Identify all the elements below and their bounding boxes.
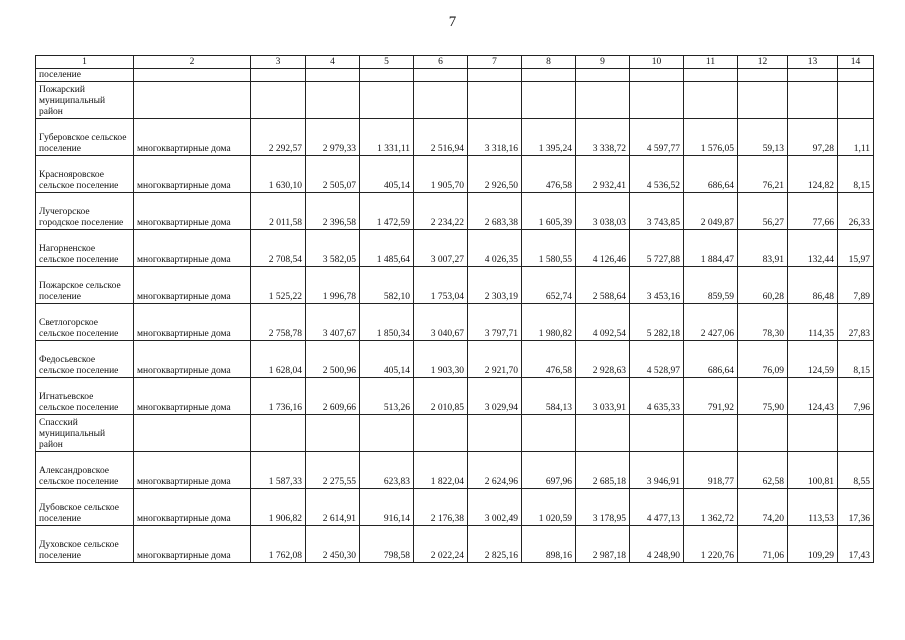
settlement-name: Дубовское сельское поселение bbox=[36, 489, 134, 526]
housing-type: многоквартирные дома bbox=[134, 489, 251, 526]
value-cell: 2 234,22 bbox=[414, 193, 468, 230]
value-cell bbox=[468, 415, 522, 452]
value-cell: 2 609,66 bbox=[306, 378, 360, 415]
value-cell: 3 453,16 bbox=[630, 267, 684, 304]
value-cell: 2 505,07 bbox=[306, 156, 360, 193]
value-cell: 859,59 bbox=[684, 267, 738, 304]
value-cell bbox=[414, 69, 468, 82]
value-cell bbox=[306, 415, 360, 452]
value-cell: 1 580,55 bbox=[522, 230, 576, 267]
value-cell: 124,43 bbox=[788, 378, 838, 415]
value-cell: 2 932,41 bbox=[576, 156, 630, 193]
table-row bbox=[36, 526, 874, 563]
table-row bbox=[36, 82, 874, 119]
value-cell: 74,20 bbox=[738, 489, 788, 526]
value-cell: 1 762,08 bbox=[251, 526, 306, 563]
value-cell bbox=[738, 82, 788, 119]
value-cell: 2 614,91 bbox=[306, 489, 360, 526]
value-cell: 898,16 bbox=[522, 526, 576, 563]
value-cell: 2 683,38 bbox=[468, 193, 522, 230]
value-cell: 3 029,94 bbox=[468, 378, 522, 415]
value-cell: 59,13 bbox=[738, 119, 788, 156]
housing-type bbox=[134, 82, 251, 119]
value-cell: 4 536,52 bbox=[630, 156, 684, 193]
value-cell: 2 758,78 bbox=[251, 304, 306, 341]
settlement-name: Игнатьевское сельское поселение bbox=[36, 378, 134, 415]
value-cell: 1 485,64 bbox=[360, 230, 414, 267]
column-number-row bbox=[36, 56, 874, 69]
settlement-name: Федосьевское сельское поселение bbox=[36, 341, 134, 378]
value-cell bbox=[838, 82, 874, 119]
value-cell bbox=[838, 69, 874, 82]
housing-type bbox=[134, 415, 251, 452]
value-cell: 4 528,97 bbox=[630, 341, 684, 378]
tariff-table bbox=[35, 55, 874, 563]
table-row bbox=[36, 489, 874, 526]
value-cell bbox=[360, 69, 414, 82]
value-cell bbox=[576, 69, 630, 82]
column-header: 13 bbox=[788, 56, 838, 69]
value-cell bbox=[414, 415, 468, 452]
value-cell: 1 903,30 bbox=[414, 341, 468, 378]
value-cell: 1 630,10 bbox=[251, 156, 306, 193]
value-cell: 1 628,04 bbox=[251, 341, 306, 378]
table-row bbox=[36, 452, 874, 489]
value-cell: 2 275,55 bbox=[306, 452, 360, 489]
table-row bbox=[36, 69, 874, 82]
value-cell: 7,89 bbox=[838, 267, 874, 304]
value-cell: 798,58 bbox=[360, 526, 414, 563]
value-cell: 2 396,58 bbox=[306, 193, 360, 230]
column-header: 1 bbox=[36, 56, 134, 69]
value-cell: 1 884,47 bbox=[684, 230, 738, 267]
column-header: 10 bbox=[630, 56, 684, 69]
value-cell: 17,43 bbox=[838, 526, 874, 563]
value-cell: 3 040,67 bbox=[414, 304, 468, 341]
value-cell: 918,77 bbox=[684, 452, 738, 489]
value-cell: 75,90 bbox=[738, 378, 788, 415]
value-cell bbox=[788, 69, 838, 82]
housing-type: многоквартирные дома bbox=[134, 193, 251, 230]
value-cell bbox=[360, 415, 414, 452]
value-cell bbox=[576, 82, 630, 119]
value-cell: 56,27 bbox=[738, 193, 788, 230]
value-cell: 3 797,71 bbox=[468, 304, 522, 341]
value-cell: 582,10 bbox=[360, 267, 414, 304]
value-cell bbox=[468, 69, 522, 82]
value-cell: 86,48 bbox=[788, 267, 838, 304]
column-header: 3 bbox=[251, 56, 306, 69]
housing-type: многоквартирные дома bbox=[134, 341, 251, 378]
table-row bbox=[36, 119, 874, 156]
value-cell: 405,14 bbox=[360, 341, 414, 378]
settlement-name: Духовское сельское поселение bbox=[36, 526, 134, 563]
value-cell: 2 928,63 bbox=[576, 341, 630, 378]
value-cell: 62,58 bbox=[738, 452, 788, 489]
value-cell: 3 007,27 bbox=[414, 230, 468, 267]
value-cell: 2 926,50 bbox=[468, 156, 522, 193]
value-cell: 109,29 bbox=[788, 526, 838, 563]
value-cell: 83,91 bbox=[738, 230, 788, 267]
value-cell: 1 753,04 bbox=[414, 267, 468, 304]
housing-type: многоквартирные дома bbox=[134, 267, 251, 304]
value-cell: 114,35 bbox=[788, 304, 838, 341]
settlement-name: поселение bbox=[36, 69, 134, 82]
value-cell bbox=[788, 82, 838, 119]
value-cell: 4 092,54 bbox=[576, 304, 630, 341]
value-cell: 78,30 bbox=[738, 304, 788, 341]
value-cell: 2 010,85 bbox=[414, 378, 468, 415]
value-cell bbox=[838, 415, 874, 452]
value-cell: 1 331,11 bbox=[360, 119, 414, 156]
value-cell bbox=[630, 69, 684, 82]
value-cell: 2 292,57 bbox=[251, 119, 306, 156]
value-cell: 1 906,82 bbox=[251, 489, 306, 526]
value-cell: 8,15 bbox=[838, 156, 874, 193]
value-cell: 76,21 bbox=[738, 156, 788, 193]
value-cell: 3 002,49 bbox=[468, 489, 522, 526]
value-cell: 1 905,70 bbox=[414, 156, 468, 193]
value-cell: 623,83 bbox=[360, 452, 414, 489]
value-cell: 2 450,30 bbox=[306, 526, 360, 563]
value-cell: 1 472,59 bbox=[360, 193, 414, 230]
settlement-name: Пожарское сельское поселение bbox=[36, 267, 134, 304]
value-cell bbox=[414, 82, 468, 119]
table-row bbox=[36, 304, 874, 341]
housing-type: многоквартирные дома bbox=[134, 452, 251, 489]
value-cell bbox=[522, 415, 576, 452]
value-cell: 4 026,35 bbox=[468, 230, 522, 267]
value-cell: 3 407,67 bbox=[306, 304, 360, 341]
settlement-name: Пожарский муниципальный район bbox=[36, 82, 134, 119]
value-cell bbox=[788, 415, 838, 452]
value-cell: 8,55 bbox=[838, 452, 874, 489]
value-cell: 113,53 bbox=[788, 489, 838, 526]
housing-type: многоквартирные дома bbox=[134, 304, 251, 341]
value-cell: 2 427,06 bbox=[684, 304, 738, 341]
housing-type: многоквартирные дома bbox=[134, 526, 251, 563]
value-cell bbox=[684, 82, 738, 119]
value-cell: 2 022,24 bbox=[414, 526, 468, 563]
value-cell: 1 850,34 bbox=[360, 304, 414, 341]
value-cell: 1 362,72 bbox=[684, 489, 738, 526]
value-cell bbox=[251, 82, 306, 119]
table-row bbox=[36, 193, 874, 230]
table-row bbox=[36, 156, 874, 193]
value-cell bbox=[576, 415, 630, 452]
table-row bbox=[36, 230, 874, 267]
value-cell: 2 825,16 bbox=[468, 526, 522, 563]
table-body bbox=[36, 69, 874, 563]
value-cell bbox=[684, 69, 738, 82]
value-cell bbox=[306, 82, 360, 119]
value-cell: 26,33 bbox=[838, 193, 874, 230]
value-cell: 1 980,82 bbox=[522, 304, 576, 341]
value-cell: 1,11 bbox=[838, 119, 874, 156]
value-cell: 476,58 bbox=[522, 156, 576, 193]
value-cell: 5 727,88 bbox=[630, 230, 684, 267]
value-cell: 3 582,05 bbox=[306, 230, 360, 267]
value-cell: 652,74 bbox=[522, 267, 576, 304]
value-cell: 2 176,38 bbox=[414, 489, 468, 526]
value-cell: 77,66 bbox=[788, 193, 838, 230]
value-cell: 2 516,94 bbox=[414, 119, 468, 156]
value-cell: 4 248,90 bbox=[630, 526, 684, 563]
value-cell: 76,09 bbox=[738, 341, 788, 378]
value-cell bbox=[684, 415, 738, 452]
column-header: 2 bbox=[134, 56, 251, 69]
column-header: 5 bbox=[360, 56, 414, 69]
value-cell: 71,06 bbox=[738, 526, 788, 563]
table-header bbox=[36, 56, 874, 69]
value-cell: 2 921,70 bbox=[468, 341, 522, 378]
value-cell: 1 587,33 bbox=[251, 452, 306, 489]
value-cell: 3 743,85 bbox=[630, 193, 684, 230]
housing-type: многоквартирные дома bbox=[134, 119, 251, 156]
value-cell: 2 624,96 bbox=[468, 452, 522, 489]
value-cell: 2 049,87 bbox=[684, 193, 738, 230]
housing-type: многоквартирные дома bbox=[134, 378, 251, 415]
value-cell: 124,82 bbox=[788, 156, 838, 193]
column-header: 7 bbox=[468, 56, 522, 69]
value-cell: 97,28 bbox=[788, 119, 838, 156]
settlement-name: Светлогорское сельское поселение bbox=[36, 304, 134, 341]
value-cell: 3 033,91 bbox=[576, 378, 630, 415]
value-cell: 1 525,22 bbox=[251, 267, 306, 304]
table-row bbox=[36, 415, 874, 452]
value-cell: 8,15 bbox=[838, 341, 874, 378]
value-cell: 2 708,54 bbox=[251, 230, 306, 267]
value-cell: 17,36 bbox=[838, 489, 874, 526]
value-cell bbox=[630, 415, 684, 452]
value-cell: 124,59 bbox=[788, 341, 838, 378]
value-cell: 697,96 bbox=[522, 452, 576, 489]
column-header: 6 bbox=[414, 56, 468, 69]
column-header: 8 bbox=[522, 56, 576, 69]
settlement-name: Нагорненское сельское поселение bbox=[36, 230, 134, 267]
value-cell: 3 178,95 bbox=[576, 489, 630, 526]
settlement-name: Александровское сельское поселение bbox=[36, 452, 134, 489]
value-cell bbox=[630, 82, 684, 119]
column-header: 11 bbox=[684, 56, 738, 69]
value-cell: 3 946,91 bbox=[630, 452, 684, 489]
value-cell bbox=[360, 82, 414, 119]
value-cell bbox=[738, 69, 788, 82]
column-header: 14 bbox=[838, 56, 874, 69]
table-row bbox=[36, 267, 874, 304]
value-cell: 1 395,24 bbox=[522, 119, 576, 156]
value-cell: 1 996,78 bbox=[306, 267, 360, 304]
value-cell: 686,64 bbox=[684, 341, 738, 378]
settlement-name: Губеровское сельское поселение bbox=[36, 119, 134, 156]
value-cell: 4 477,13 bbox=[630, 489, 684, 526]
value-cell: 513,26 bbox=[360, 378, 414, 415]
value-cell bbox=[522, 69, 576, 82]
column-header: 4 bbox=[306, 56, 360, 69]
page-number: 7 bbox=[448, 14, 457, 30]
value-cell: 4 597,77 bbox=[630, 119, 684, 156]
value-cell: 405,14 bbox=[360, 156, 414, 193]
value-cell: 2 979,33 bbox=[306, 119, 360, 156]
value-cell: 3 038,03 bbox=[576, 193, 630, 230]
value-cell: 2 588,64 bbox=[576, 267, 630, 304]
value-cell: 3 338,72 bbox=[576, 119, 630, 156]
settlement-name: Спасский муниципальный район bbox=[36, 415, 134, 452]
housing-type: многоквартирные дома bbox=[134, 156, 251, 193]
value-cell bbox=[738, 415, 788, 452]
table-row bbox=[36, 378, 874, 415]
value-cell bbox=[251, 69, 306, 82]
housing-type bbox=[134, 69, 251, 82]
value-cell bbox=[306, 69, 360, 82]
value-cell: 2 303,19 bbox=[468, 267, 522, 304]
value-cell: 132,44 bbox=[788, 230, 838, 267]
value-cell: 1 220,76 bbox=[684, 526, 738, 563]
value-cell bbox=[522, 82, 576, 119]
value-cell: 476,58 bbox=[522, 341, 576, 378]
value-cell: 2 500,96 bbox=[306, 341, 360, 378]
value-cell: 4 635,33 bbox=[630, 378, 684, 415]
value-cell: 916,14 bbox=[360, 489, 414, 526]
value-cell bbox=[251, 415, 306, 452]
value-cell: 4 126,46 bbox=[576, 230, 630, 267]
value-cell: 1 736,16 bbox=[251, 378, 306, 415]
value-cell: 3 318,16 bbox=[468, 119, 522, 156]
value-cell: 2 685,18 bbox=[576, 452, 630, 489]
value-cell: 27,83 bbox=[838, 304, 874, 341]
settlement-name: Краснояровское сельское поселение bbox=[36, 156, 134, 193]
value-cell: 1 020,59 bbox=[522, 489, 576, 526]
value-cell: 60,28 bbox=[738, 267, 788, 304]
value-cell: 1 576,05 bbox=[684, 119, 738, 156]
value-cell: 686,64 bbox=[684, 156, 738, 193]
housing-type: многоквартирные дома bbox=[134, 230, 251, 267]
value-cell bbox=[468, 82, 522, 119]
column-header: 12 bbox=[738, 56, 788, 69]
value-cell: 2 987,18 bbox=[576, 526, 630, 563]
value-cell: 7,96 bbox=[838, 378, 874, 415]
value-cell: 1 822,04 bbox=[414, 452, 468, 489]
table-row bbox=[36, 341, 874, 378]
value-cell: 584,13 bbox=[522, 378, 576, 415]
value-cell: 1 605,39 bbox=[522, 193, 576, 230]
value-cell: 2 011,58 bbox=[251, 193, 306, 230]
settlement-name: Лучегорское городское поселение bbox=[36, 193, 134, 230]
value-cell: 791,92 bbox=[684, 378, 738, 415]
column-header: 9 bbox=[576, 56, 630, 69]
value-cell: 5 282,18 bbox=[630, 304, 684, 341]
value-cell: 100,81 bbox=[788, 452, 838, 489]
value-cell: 15,97 bbox=[838, 230, 874, 267]
